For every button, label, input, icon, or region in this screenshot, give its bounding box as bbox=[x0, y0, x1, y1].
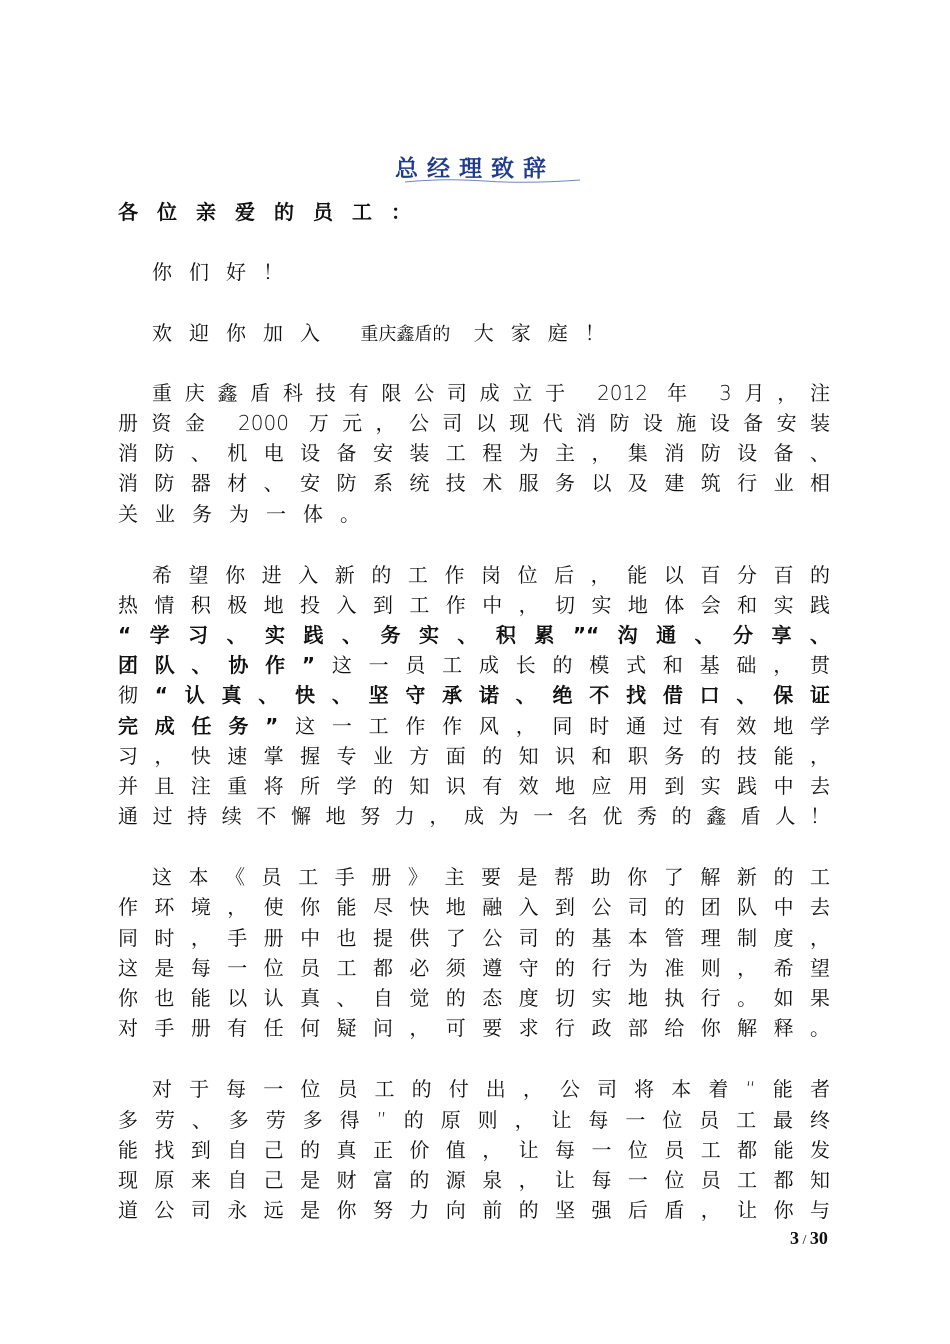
para1-line: 重庆鑫盾科技有限公司成立于 2012 年 3月，注 bbox=[152, 381, 830, 405]
para2-bold-segment: 完成任务” bbox=[118, 714, 279, 738]
para2-line: 习，快速掌握专业方面的知识和职务的技能， bbox=[118, 744, 830, 768]
para4-line: 对于每一位员工的付出，公司将本着“能者 bbox=[152, 1077, 830, 1101]
welcome-suffix: 大家庭！ bbox=[473, 321, 622, 345]
para2-line: 希望你进入新的工作岗位后，能以百分百的 bbox=[152, 563, 830, 587]
page-total: 30 bbox=[809, 1228, 828, 1248]
page-number: 3 / 30 bbox=[790, 1228, 828, 1248]
welcome-company: 重庆鑫盾的 bbox=[360, 324, 451, 345]
para4-line: 现原来自己是财富的源泉，让每一位员工都知 bbox=[118, 1168, 830, 1192]
para1-line: 关业务为一体。 bbox=[118, 502, 377, 526]
para3-line: 对手册有任何疑问，可要求行政部给你解释。 bbox=[118, 1016, 830, 1040]
para2-line: 并且注重将所学的知识有效地应用到实践中去 bbox=[118, 774, 830, 798]
para4-line: 道公司永远是你努力向前的坚强后盾，让你与 bbox=[118, 1198, 830, 1222]
para3-line: 这本《员工手册》主要是帮助你了解新的工 bbox=[152, 865, 830, 889]
page-current: 3 bbox=[790, 1228, 799, 1248]
para2-line bbox=[118, 650, 830, 680]
para2-line bbox=[118, 711, 830, 741]
para2-segment: 这一工作作风，同时通过有效地学 bbox=[278, 714, 830, 738]
page-title: 总经理致辞 bbox=[395, 156, 555, 182]
hello-line: 你们好！ bbox=[152, 260, 300, 284]
para2-bold-segment: 团队、协作” bbox=[118, 653, 316, 677]
para2-line: 通过持续不懈地努力，成为一名优秀的鑫盾人！ bbox=[118, 804, 830, 828]
para2-line bbox=[118, 680, 830, 710]
para3-line: 你也能以认真、自觉的态度切实地执行。如果 bbox=[118, 986, 830, 1010]
para2-bold-segment: “认真、快、坚守承诺、绝不找借口、保证 bbox=[154, 683, 830, 707]
para2-line-bold: “学习、实践、务实、积累”“沟通、分享、 bbox=[118, 623, 830, 647]
para2-line: 热情积极地投入到工作中，切实地体会和实践 bbox=[118, 593, 830, 617]
para2-segment: 彻 bbox=[118, 683, 155, 707]
para1-line: 册资金 2000 万元，公司以现代消防设施设备安装 bbox=[118, 411, 830, 435]
para3-line: 作环境，使你能尽快地融入到公司的团队中去 bbox=[118, 895, 830, 919]
para4-line: 能找到自己的真正价值，让每一位员工都能发 bbox=[118, 1138, 830, 1162]
title-underline bbox=[405, 178, 580, 184]
para2-segment: 这一员工成长的模式和基础，贯 bbox=[315, 653, 830, 677]
welcome-line bbox=[152, 318, 830, 348]
greeting: 各位亲爱的员工： bbox=[118, 200, 430, 224]
para1-line: 消防、机电设备安装工程为主，集消防设备、 bbox=[118, 441, 830, 465]
para3-line: 同时，手册中也提供了公司的基本管理制度， bbox=[118, 926, 830, 950]
para3-line: 这是每一位员工都必须遵守的行为准则，希望 bbox=[118, 956, 830, 980]
para4-line: 多劳、多劳多得”的原则，让每一位员工最终 bbox=[118, 1108, 830, 1132]
welcome-prefix: 欢迎你加入 bbox=[152, 321, 337, 345]
para1-line: 消防器材、安防系统技术服务以及建筑行业相 bbox=[118, 471, 830, 495]
